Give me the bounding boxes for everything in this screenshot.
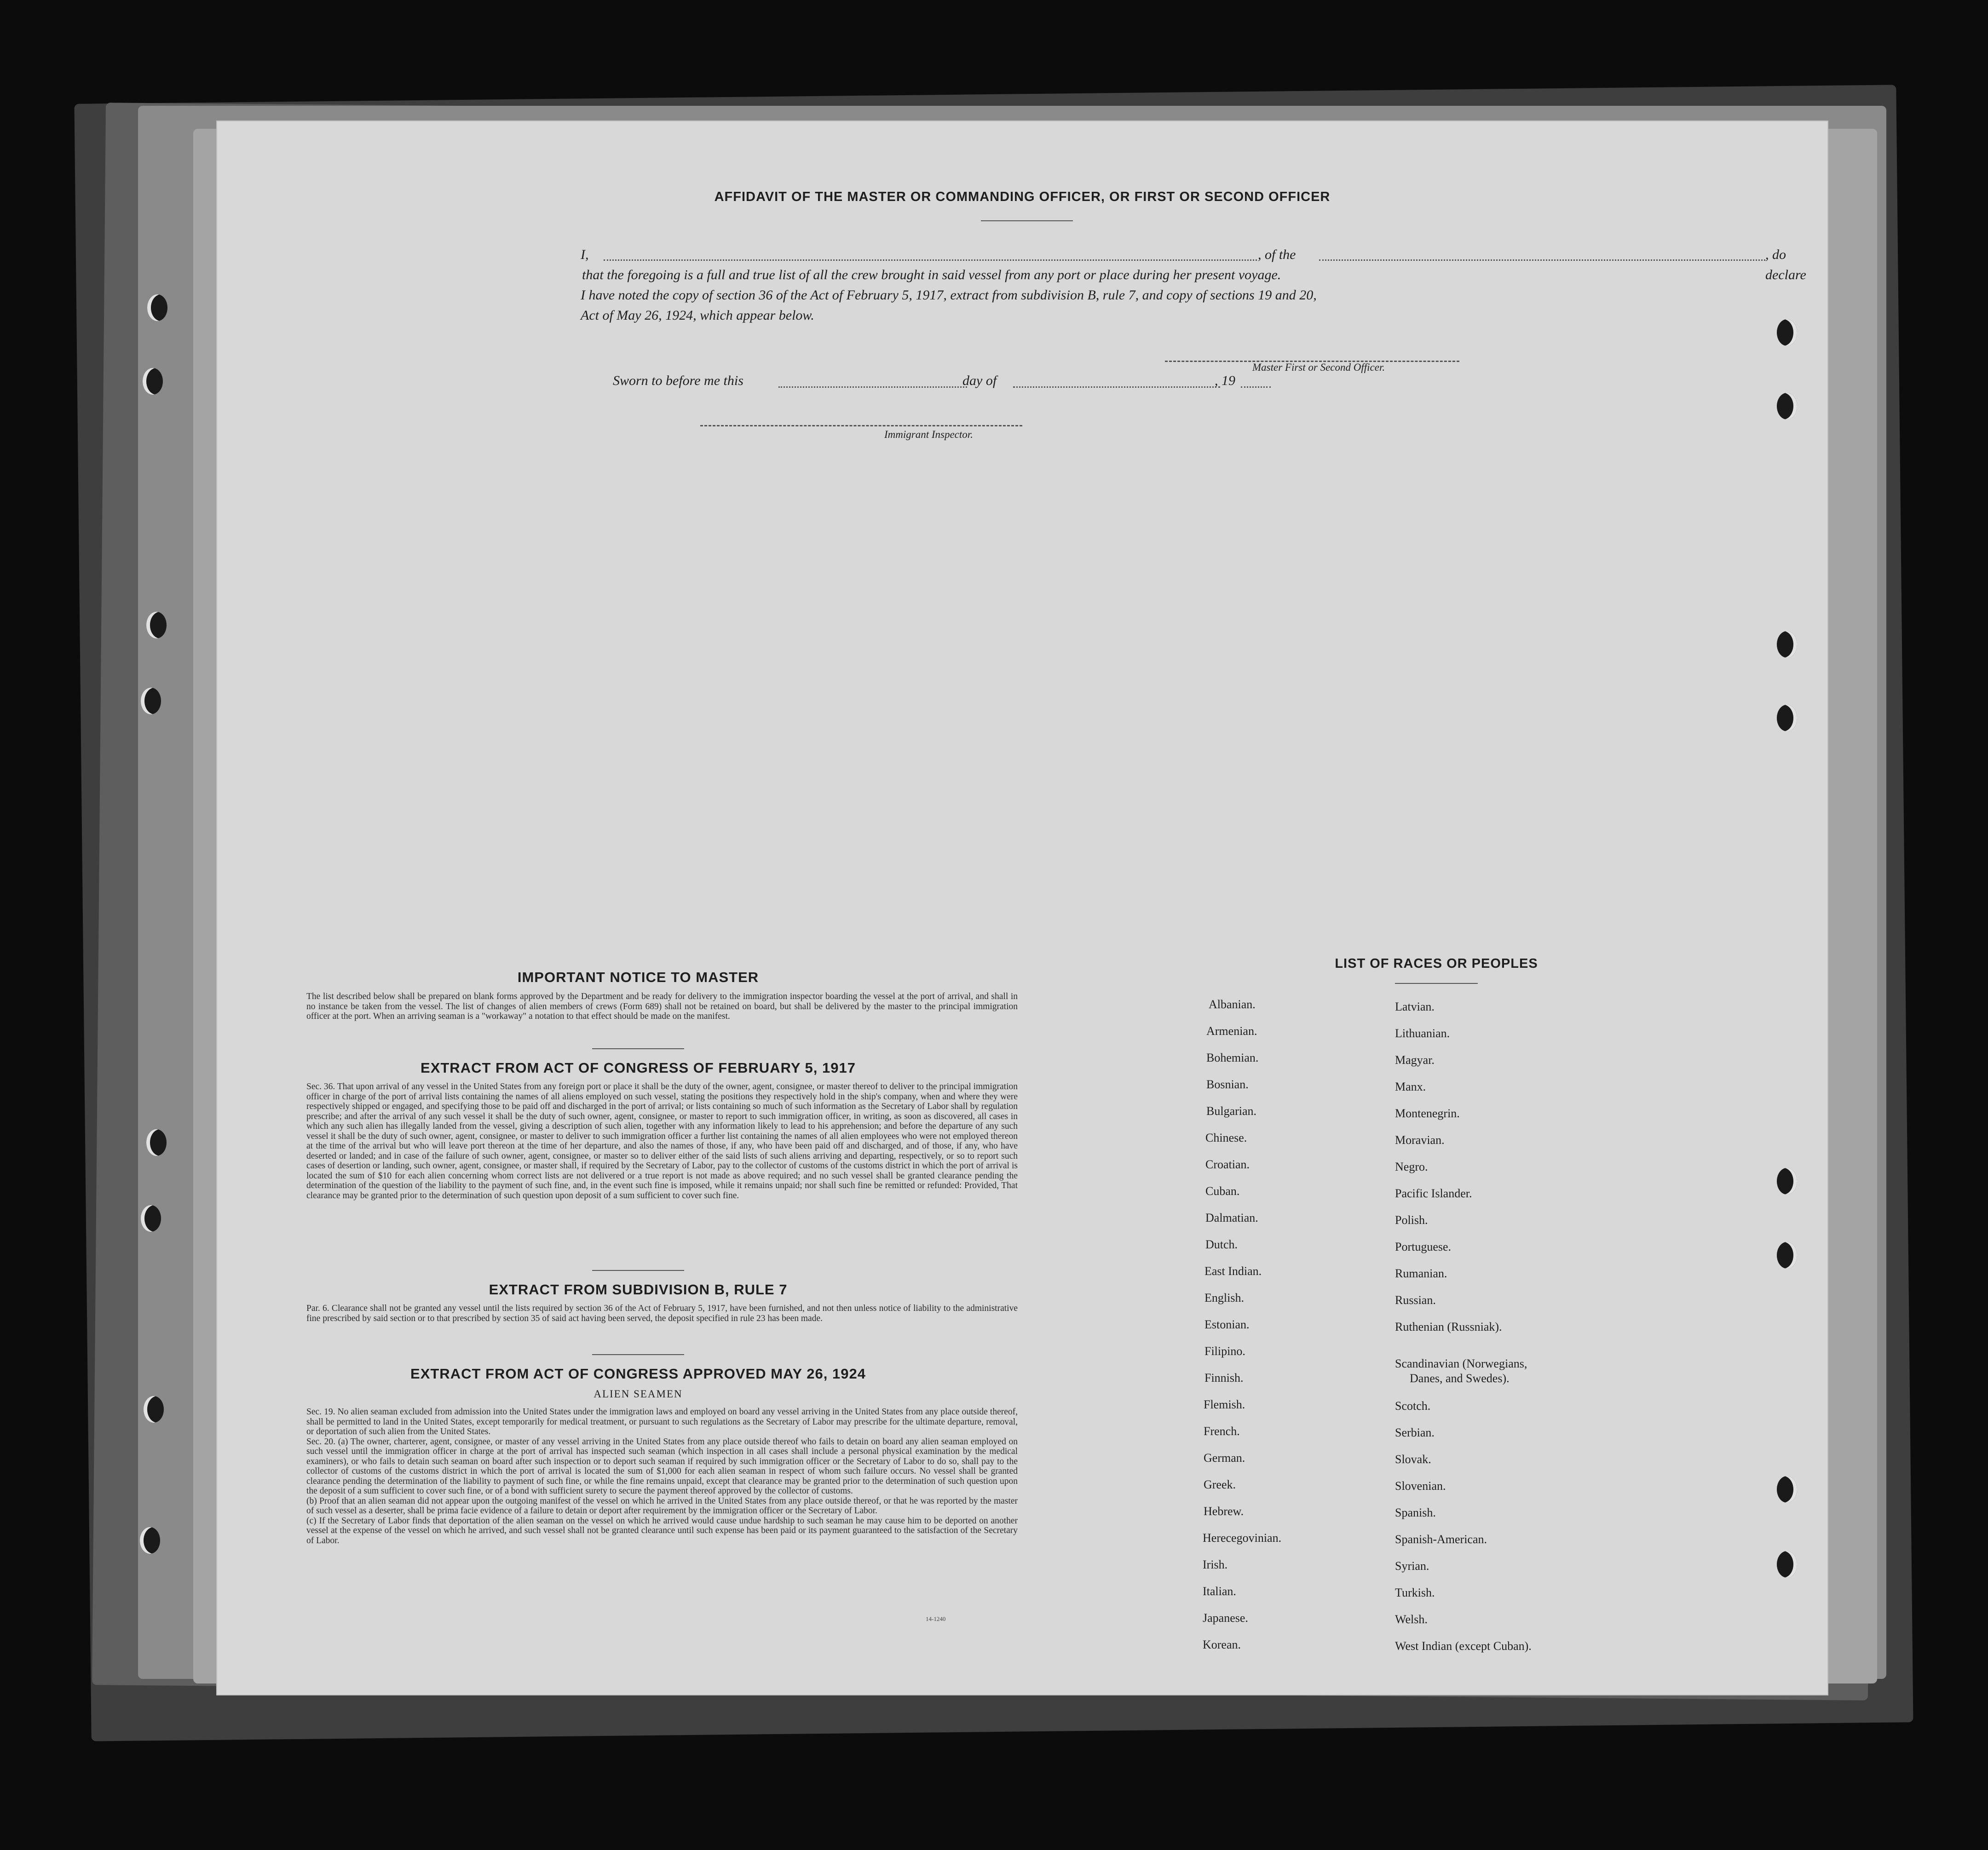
rule-7-text bbox=[291, 1304, 1018, 1323]
section-20a-paragraph: Sec. 20. (a) The owner, charterer, agent, consignee, or master of any vessel arriving in the United States from any place outside thereof who fails to detain on board any alien seaman employed on such vessel until the immigration officer in charge at the port of arrival has inspected such seaman (which inspection in all cases shall include a personal physical examination by the medical examiners), or who fails to detain such seaman on board after such inspection or to deport such seaman if required by such immigration officer or the Secretary of Labor to do so, shall pay to the collector of customs of the customs district in which the port of arrival is located the sum of $1,000 for each alien seaman in respect of whom such failure occurs. No vessel shall be granted clearance pending the determination of the liability to payment of such fine, or while the fine remains unpaid, except that clearance may be granted prior to the determination of such question upon the deposit of a sum sufficient to cover such fine, or of a bond with sufficient surety to secure the payment thereof approved by the collector of customs. bbox=[306, 1436, 1018, 1496]
declaration-line-3: I have noted the copy of section 36 of the Act of February 5, 1917, extract from subdivision B, rule 7, and copy of sections 19 and 20, bbox=[581, 287, 1317, 303]
race-item: Turkish. bbox=[1395, 1586, 1435, 1599]
vessel-blank[interactable] bbox=[1319, 259, 1765, 261]
race-item: Hebrew. bbox=[1204, 1505, 1244, 1518]
declaration-line-2: that the foregoing is a full and true list of all the crew brought in said vessel from any port or place during her present voyage. bbox=[582, 267, 1281, 282]
inspector-signature-line[interactable] bbox=[700, 425, 1022, 426]
notice-paragraph: The list described below shall be prepared on blank forms approved by the Department and be ready for delivery to the immigration inspector boarding the vessel at the port of arrival, and shall in no instance be taken from the vessel. The list of changes of alien members of crews (Form 689) shall not be retained on board, but shall be delivered by the master to the principal immigration officer at the port. When an arriving seaman is a "workaway" a notation to that effect should be made on the manifest. bbox=[306, 992, 1018, 1021]
binder-hole bbox=[143, 368, 163, 395]
binder-hole bbox=[1777, 1242, 1797, 1269]
race-item: Croatian. bbox=[1205, 1158, 1250, 1171]
race-item: French. bbox=[1204, 1425, 1240, 1438]
race-item: English. bbox=[1204, 1291, 1244, 1304]
act-1924-title: EXTRACT FROM ACT OF CONGRESS APPROVED MAY 26, 1924 bbox=[410, 1366, 866, 1382]
alien-seamen-subtitle: ALIEN SEAMEN bbox=[594, 1388, 683, 1400]
section-36-paragraph: Sec. 36. That upon arrival of any vessel in the United States from any foreign port or place it shall be the duty of the owner, agent, consignee, or master thereof to deliver to the principal immigration officer in charge of the port of arrival lists containing the names of all aliens employed on such vessel, stating the positions they respectively hold in the ship's company, when and where they were respectively shipped or engaged, and specifying those to be paid off and discharged in the port of arrival; or lists containing so much of such information as the Secretary of Labor shall by regulation prescribe; and after the arrival of any such vessel it shall be the duty of such owner, agent, consignee, or master to report to such immigration officer, in writing, as soon as discovered, all cases in which any such alien has illegally landed from the vessel, giving a description of such alien, together with any information likely to lead to his apprehension; and before the departure of any such vessel it shall be the duty of such owner, agent, consignee, or master to deliver to such immigration officer a further list containing the names of all alien employees who were not employed thereon at the time of the arrival but who will leave port thereon at the time of her departure, and also the names of those, if any, who have been paid off and discharged, and of those, if any, who have deserted or landed; and in case of the failure of such owner, agent, consignee, or master so to deliver either of the said lists of such aliens arriving and departing, respectively, or so to report such cases of desertion or landing, such owner, agent, consignee, or master shall, if required by the Secretary of Labor, pay to the collector of customs of the customs district in which the port of arrival is located the sum of $10 for each alien concerning whom correct lists are not delivered or a true report is not made as above required; and no such vessel shall be granted clearance pending the determination of the question of the liability to the payment of such fine, and, in the event such fine is imposed, while it remains unpaid; nor shall such fine be remitted or refunded: Provided, That clearance may be granted prior to the determination of such question upon deposit of a sum sufficient to cover such fine. bbox=[306, 1082, 1018, 1201]
race-item: Japanese. bbox=[1203, 1611, 1248, 1625]
rule-7-title: EXTRACT FROM SUBDIVISION B, RULE 7 bbox=[489, 1281, 788, 1298]
race-item: Flemish. bbox=[1204, 1398, 1245, 1411]
declaration-line-4: Act of May 26, 1924, which appear below. bbox=[581, 308, 814, 323]
binder-hole bbox=[140, 1527, 160, 1554]
binder-hole bbox=[1777, 1168, 1797, 1195]
race-item: Pacific Islander. bbox=[1395, 1187, 1472, 1200]
race-item: Italian. bbox=[1203, 1585, 1236, 1598]
binder-hole bbox=[144, 1396, 164, 1423]
binder-hole bbox=[146, 612, 167, 638]
race-item: Slovak. bbox=[1395, 1453, 1431, 1466]
race-item: Moravian. bbox=[1395, 1133, 1445, 1147]
race-item: Montenegrin. bbox=[1395, 1107, 1460, 1120]
binder-hole bbox=[147, 294, 167, 321]
race-item: Magyar. bbox=[1395, 1053, 1435, 1067]
race-item: Herecegovinian. bbox=[1203, 1531, 1282, 1545]
race-item: Serbian. bbox=[1395, 1426, 1435, 1439]
race-item: Irish. bbox=[1203, 1558, 1228, 1571]
race-item: Portuguese. bbox=[1395, 1240, 1452, 1253]
race-item: Bulgarian. bbox=[1206, 1104, 1257, 1118]
sworn-year-blank[interactable] bbox=[1241, 386, 1271, 388]
sworn-day-blank[interactable] bbox=[778, 386, 967, 388]
declaration-of-the: , of the bbox=[1258, 247, 1296, 262]
race-item: Dalmatian. bbox=[1205, 1211, 1258, 1224]
race-item: Danes, and Swedes). bbox=[1410, 1372, 1510, 1385]
binder-hole bbox=[1777, 631, 1797, 658]
race-item: Filipino. bbox=[1204, 1344, 1245, 1358]
binder-hole bbox=[146, 1129, 167, 1156]
race-item: Chinese. bbox=[1205, 1131, 1247, 1144]
binder-hole bbox=[1777, 393, 1797, 419]
race-item: Slovenian. bbox=[1395, 1479, 1446, 1493]
section-20c-paragraph: (c) If the Secretary of Labor finds that deportation of the alien seaman on the vessel on which he arrived would cause undue hardship to such seaman he may cause him to be deported on another vessel at the expense of the vessel on which he arrived, and such vessel shall not be granted clearance until such expense has been paid or its payment guaranteed to the satisfaction of the Secretary of Labor. bbox=[306, 1516, 1018, 1545]
notice-title: IMPORTANT NOTICE TO MASTER bbox=[517, 969, 759, 985]
sworn-month-blank[interactable] bbox=[1013, 386, 1220, 388]
act-1917-title: EXTRACT FROM ACT OF CONGRESS OF FEBRUARY 5, 1917 bbox=[421, 1060, 856, 1076]
race-item: Armenian. bbox=[1206, 1024, 1257, 1038]
section-divider bbox=[592, 1354, 684, 1355]
notice-text bbox=[291, 992, 1018, 1022]
manifest-page bbox=[216, 121, 1828, 1695]
name-blank[interactable] bbox=[604, 259, 1257, 261]
section-20b-paragraph: (b) Proof that an alien seaman did not appear upon the outgoing manifest of the vessel on which he arrived in the United States from any place outside thereof, or that he was reported by the master of such vessel as a deserter, shall be prima facie evidence of a failure to detain or deport after requirement by the immigration officer or the Secretary of Labor. bbox=[306, 1496, 1018, 1516]
binder-hole bbox=[1777, 705, 1797, 731]
race-item: Finnish. bbox=[1204, 1371, 1244, 1385]
race-item: Syrian. bbox=[1395, 1559, 1429, 1573]
declaration-do-declare: , do declare bbox=[1765, 247, 1806, 282]
race-item: Spanish-American. bbox=[1395, 1533, 1487, 1546]
race-item: Lithuanian. bbox=[1395, 1027, 1450, 1040]
act-1924-text bbox=[291, 1407, 1018, 1545]
sworn-prefix: Sworn to before me this bbox=[613, 373, 743, 388]
race-item: Welsh. bbox=[1395, 1613, 1428, 1626]
binder-hole bbox=[1777, 319, 1797, 346]
inspector-signature-label: Immigrant Inspector. bbox=[884, 429, 973, 440]
sworn-day-of: day of bbox=[962, 373, 997, 388]
affidavit-title: AFFIDAVIT OF THE MASTER OR COMMANDING OFFICER, OR FIRST OR SECOND OFFICER bbox=[714, 190, 1331, 204]
master-signature-label: Master First or Second Officer. bbox=[1252, 362, 1385, 373]
race-item: West Indian (except Cuban). bbox=[1395, 1639, 1532, 1653]
form-number: 14-1240 bbox=[926, 1615, 946, 1622]
binder-hole bbox=[141, 688, 161, 714]
binder-hole bbox=[1777, 1551, 1797, 1578]
races-title: LIST OF RACES OR PEOPLES bbox=[1335, 956, 1538, 971]
race-item: Polish. bbox=[1395, 1213, 1428, 1227]
declaration-i: I, bbox=[581, 247, 589, 262]
race-item: Scotch. bbox=[1395, 1399, 1431, 1413]
section-divider bbox=[592, 1048, 684, 1049]
binder-hole bbox=[1777, 1476, 1797, 1503]
act-1917-text bbox=[291, 1082, 1018, 1201]
section-divider bbox=[592, 1270, 684, 1271]
race-item: Bohemian. bbox=[1206, 1051, 1259, 1064]
race-item: Korean. bbox=[1203, 1638, 1241, 1651]
race-item: Estonian. bbox=[1204, 1318, 1250, 1331]
race-item: Cuban. bbox=[1205, 1184, 1240, 1198]
races-divider bbox=[1395, 983, 1478, 984]
race-item: Ruthenian (Russniak). bbox=[1395, 1320, 1502, 1333]
race-item: Scandinavian (Norwegians, bbox=[1395, 1357, 1527, 1370]
rule-7-paragraph: Par. 6. Clearance shall not be granted any vessel until the lists required by section 36 of the Act of February 5, 1917, have been furnished, and not then unless notice of liability to the administrative fine prescribed by said section or to that prescribed by section 35 of said act having been served, the deposit specified in rule 23 has been made. bbox=[306, 1304, 1018, 1323]
race-item: German. bbox=[1204, 1451, 1245, 1465]
sworn-year: , 19 bbox=[1215, 373, 1235, 388]
race-item: Russian. bbox=[1395, 1293, 1436, 1307]
race-item: Bosnian. bbox=[1206, 1078, 1249, 1091]
race-item: Latvian. bbox=[1395, 1000, 1435, 1013]
race-item: Negro. bbox=[1395, 1160, 1428, 1173]
binder-hole bbox=[141, 1205, 161, 1232]
race-item: Dutch. bbox=[1205, 1238, 1238, 1251]
title-divider bbox=[981, 220, 1073, 221]
section-19-paragraph: Sec. 19. No alien seaman excluded from admission into the United States under the immigration laws and employed on board any vessel arriving in the United States from any place outside thereof, shall be permitted to land in the United States, except temporarily for medical treatment, or pursuant to such regulations as the Secretary of Labor may prescribe for the ultimate departure, removal, or deportation of such alien from the United States. bbox=[306, 1407, 1018, 1436]
race-item: Albanian. bbox=[1209, 998, 1256, 1011]
race-item: Greek. bbox=[1204, 1478, 1236, 1491]
race-item: East Indian. bbox=[1204, 1264, 1262, 1278]
race-item: Manx. bbox=[1395, 1080, 1426, 1093]
race-item: Spanish. bbox=[1395, 1506, 1436, 1519]
race-item: Rumanian. bbox=[1395, 1267, 1447, 1280]
